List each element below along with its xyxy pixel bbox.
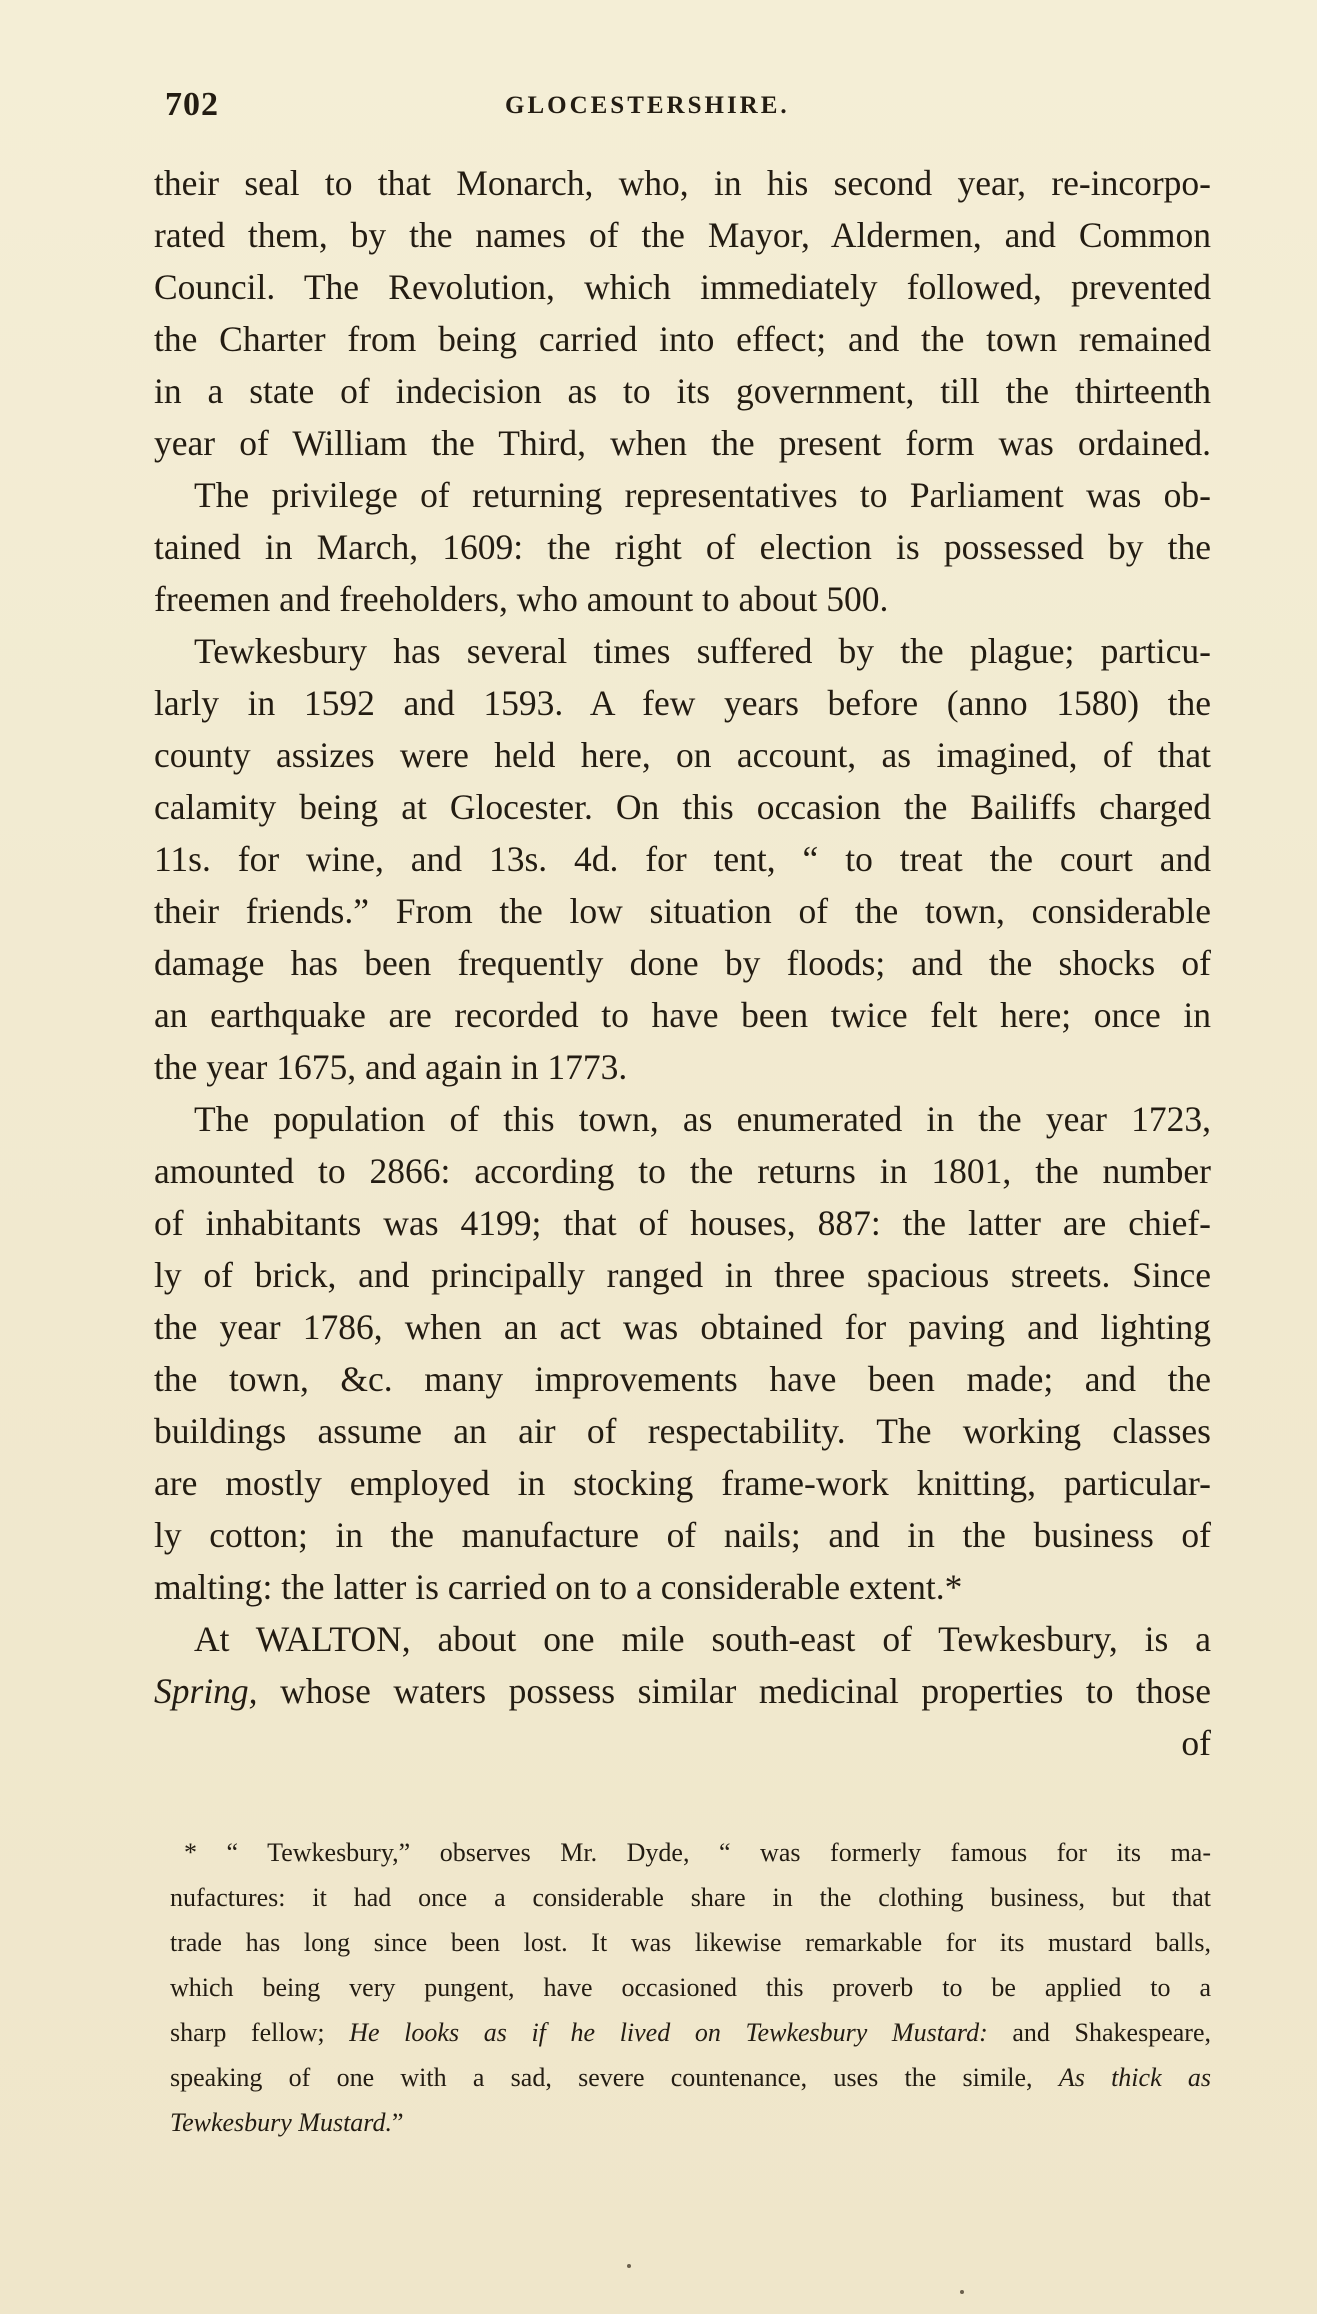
text-line: their friends.” From the low situation of the town, considerable: [154, 891, 1211, 931]
text-line: larly in 1592 and 1593. A few years before (anno 1580) the: [154, 683, 1211, 723]
footnote-line: nufactures: it had once a considerable share in the clothing business, but that: [170, 1883, 1211, 1912]
text-line: tained in March, 1609: the right of election is possessed by the: [154, 527, 1211, 567]
text-line: the year 1786, when an act was obtained for paving and lighting: [154, 1307, 1211, 1347]
text-line: 11s. for wine, and 13s. 4d. for tent, “ to treat the court and: [154, 839, 1211, 879]
text-line: amounted to 2866: according to the returns in 1801, the number: [154, 1151, 1211, 1191]
footnote-line: [170, 2100, 1211, 2145]
footnote-line: which being very pungent, have occasioned this proverb to be applied to a: [170, 1973, 1211, 2002]
text-line: malting: the latter is carried on to a considerable extent.*: [154, 1567, 963, 1607]
text-line: ly cotton; in the manufacture of nails; and in the business of: [154, 1515, 1211, 1555]
ink-speck: [960, 2290, 964, 2294]
footnote-line: [170, 2055, 1211, 2100]
text-line: At WALTON, about one mile south-east of Tewkesbury, is a: [194, 1619, 1211, 1659]
text-line: [154, 1665, 1211, 1717]
text-line: an earthquake are recorded to have been twice felt here; once in: [154, 995, 1211, 1035]
text-line: the year 1675, and again in 1773.: [154, 1047, 628, 1087]
text-line: the Charter from being carried into effect; and the town remained: [154, 319, 1211, 359]
text-line: Tewkesbury has several times suffered by the plague; particu-: [194, 631, 1211, 671]
footnote: [170, 1830, 1211, 2145]
footnote-text: speaking of one with a sad, severe countenance, uses the simile,: [170, 2063, 1033, 2092]
catchword: of: [1181, 1723, 1211, 1763]
text-line: their seal to that Monarch, who, in his second year, re-incorpo-: [154, 163, 1211, 203]
footnote-line: trade has long since been lost. It was likewise remarkable for its mustard balls,: [170, 1928, 1211, 1957]
simile-italic: Tewkesbury Mustard.: [170, 2108, 392, 2137]
ink-speck: [627, 2264, 631, 2268]
running-title: GLOCESTERSHIRE.: [505, 92, 790, 119]
footnote-text: and Shakespeare,: [1012, 2018, 1211, 2047]
text-line: The population of this town, as enumerated in the year 1723,: [194, 1099, 1211, 1139]
text-line: damage has been frequently done by floods; and the shocks of: [154, 943, 1211, 983]
footnote-text: sharp fellow;: [170, 2018, 325, 2047]
text-line: of inhabitants was 4199; that of houses, 887: the latter are chief-: [154, 1203, 1211, 1243]
text-line: calamity being at Glocester. On this occasion the Bailiffs charged: [154, 787, 1211, 827]
proverb-italic: He looks as if he lived on Tewkesbury Mustard:: [349, 2018, 988, 2047]
simile-italic: As thick as: [1058, 2063, 1211, 2092]
footnote-line: * “ Tewkesbury,” observes Mr. Dyde, “ was formerly famous for its ma-: [184, 1838, 1211, 1867]
spring-italic: Spring,: [154, 1671, 258, 1711]
text-line: freemen and freeholders, who amount to about 500.: [154, 579, 889, 619]
text-line: rated them, by the names of the Mayor, Aldermen, and Common: [154, 215, 1211, 255]
text-line: ly of brick, and principally ranged in three spacious streets. Since: [154, 1255, 1211, 1295]
text-line: Council. The Revolution, which immediately followed, prevented: [154, 267, 1211, 307]
main-text: [154, 157, 1211, 1769]
footnote-line: [170, 2010, 1211, 2055]
text-line: The privilege of returning representatives to Parliament was ob-: [194, 475, 1211, 515]
text-line: in a state of indecision as to its government, till the thirteenth: [154, 371, 1211, 411]
text-line-rest: whose waters possess similar medicinal properties to those: [280, 1671, 1211, 1711]
page-number: 702: [165, 86, 219, 123]
text-line: buildings assume an air of respectability. The working classes: [154, 1411, 1211, 1451]
footnote-text: ”: [391, 2108, 404, 2137]
text-line: county assizes were held here, on account, as imagined, of that: [154, 735, 1211, 775]
text-line: the town, &c. many improvements have been made; and the: [154, 1359, 1211, 1399]
text-line: are mostly employed in stocking frame-work knitting, particular-: [154, 1463, 1211, 1503]
text-line: year of William the Third, when the present form was ordained.: [154, 423, 1211, 463]
